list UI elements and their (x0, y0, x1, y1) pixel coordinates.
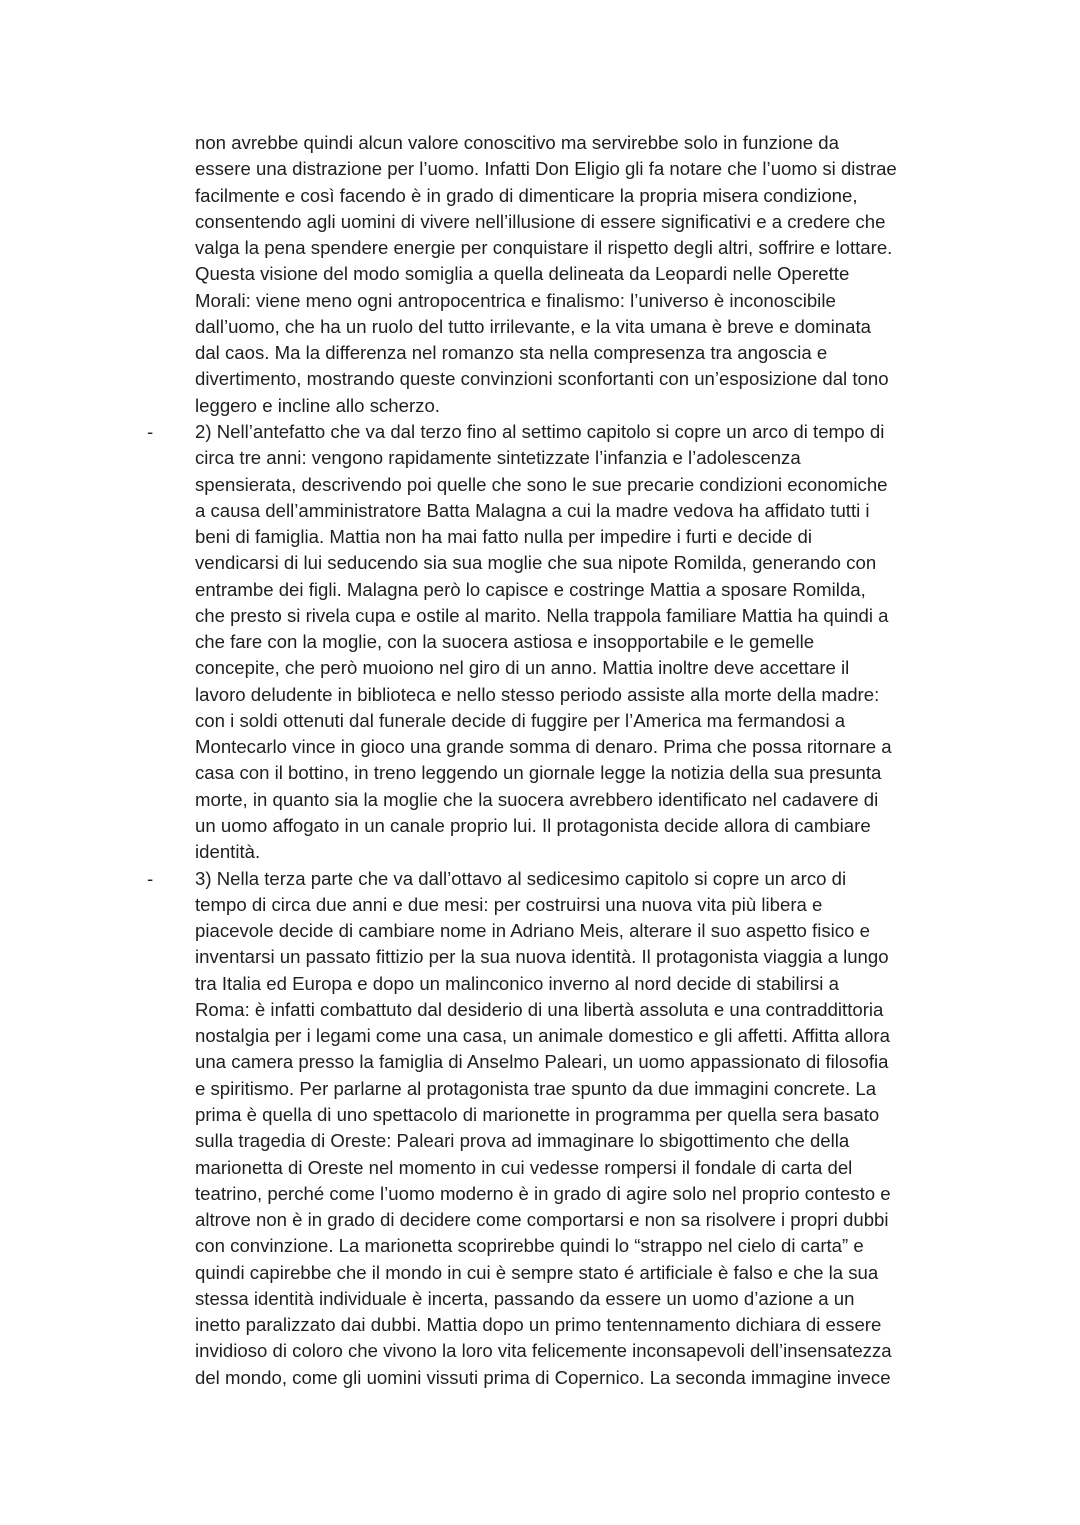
text-line: dal caos. Ma la differenza nel romanzo sta nella compresenza tra angoscia e (195, 342, 828, 364)
text-line: quindi capirebbe che il mondo in cui è sempre stato é artificiale è falso e che la sua (195, 1261, 879, 1283)
text-line: morte, in quanto sia la moglie che la suocera avrebbero identificato nel cadavere di (195, 788, 879, 810)
text-line: che presto si rivela cupa e ostile al marito. Nella trappola familiare Mattia ha quindi a (195, 604, 889, 626)
text-line: altrove non è in grado di decidere come comportarsi e non sa risolvere i propri dubbi (195, 1209, 889, 1231)
text-line: che fare con la moglie, con la suocera astiosa e insopportabile e le gemelle (195, 631, 815, 653)
text-line: piacevole decide di cambiare nome in Adriano Meis, alterare il suo aspetto fisico e (195, 920, 870, 942)
text-line: Questa visione del modo somiglia a quella delineata da Leopardi nelle Operette (195, 263, 850, 285)
text-line: e spiritismo. Per parlarne al protagonista trae spunto da due immagini concrete. La (195, 1077, 877, 1099)
text-line: vendicarsi di lui seducendo sia sua moglie che sua nipote Romilda, generando con (195, 552, 877, 574)
text-line: non avrebbe quindi alcun valore conoscitivo ma servirebbe solo in funzione da (195, 132, 839, 153)
list-bullet: - (147, 867, 154, 889)
text-line: nostalgia per i legami come una casa, un animale domestico e gli affetti. Affitta allora (195, 1025, 890, 1047)
text-line: invidioso di coloro che vivono la loro vita felicemente inconsapevoli dell’insensatezza (195, 1340, 892, 1362)
text-line: a causa dell’amministratore Batta Malagna a cui la madre vedova ha affidato tutti i (195, 499, 870, 521)
text-line: inventarsi un passato fittizio per la sua nuova identità. Il protagonista viaggia a lungo (195, 946, 889, 968)
text-line: valga la pena spendere energie per conquistare il rispetto degli altri, soffrire e lottare. (195, 237, 893, 259)
text-line: 2) Nell’antefatto che va dal terzo fino al settimo capitolo si copre un arco di tempo di (195, 420, 885, 442)
text-line: tra Italia ed Europa e dopo un malinconico inverno al nord decide di stabilirsi a (195, 972, 839, 994)
text-line: inetto paralizzato dai dubbi. Mattia dopo un primo tentennamento dichiara di essere (195, 1314, 882, 1336)
text-line: un uomo affogato in un canale proprio lui. Il protagonista decide allora di cambiare (195, 815, 871, 837)
text-line: marionetta di Oreste nel momento in cui vedesse rompersi il fondale di carta del (195, 1156, 853, 1178)
text-line: con convinzione. La marionetta scoprirebbe quindi lo “strappo nel cielo di carta” e (195, 1235, 864, 1257)
text-line: essere una distrazione per l’uomo. Infatti Don Eligio gli fa notare che l’uomo si distrae (195, 158, 897, 180)
text-line: sulla tragedia di Oreste: Paleari prova ad immaginare lo sbigottimento che della (195, 1130, 850, 1152)
text-line: prima è quella di uno spettacolo di marionette in programma per quella sera basato (195, 1103, 880, 1125)
text-line: Montecarlo vince in gioco una grande somma di denaro. Prima che possa ritornare a (195, 736, 892, 758)
text-line: spensierata, descrivendo poi quelle che sono le sue precarie condizioni economiche (195, 473, 888, 495)
text-line: lavoro deludente in biblioteca e nello stesso periodo assiste alla morte della madre: (195, 683, 880, 705)
text-line: facilmente e così facendo è in grado di dimenticare la propria misera condizione, (195, 184, 858, 206)
list-bullet: - (147, 420, 154, 442)
text-line: leggero e incline allo scherzo. (195, 394, 440, 416)
text-line: identità. (195, 841, 261, 863)
text-line: beni di famiglia. Mattia non ha mai fatto nulla per impedire i furti e decide di (195, 526, 813, 548)
text-line: dall’uomo, che ha un ruolo del tutto irrilevante, e la vita umana è breve e dominata (195, 315, 871, 337)
text-line: entrambe dei figli. Malagna però lo capisce e costringe Mattia a sposare Romilda, (195, 578, 866, 600)
text-line: teatrino, perché come l’uomo moderno è in grado di agire solo nel proprio contesto e (195, 1182, 891, 1204)
text-line: con i soldi ottenuti dal funerale decide di fuggire per l’America ma fermandosi a (195, 709, 846, 731)
text-line: Morali: viene meno ogni antropocentrica e finalismo: l’universo è inconoscibile (195, 289, 836, 311)
text-line: stessa identità individuale è incerta, passando da essere un uomo d’azione a un (195, 1287, 855, 1309)
text-line: divertimento, mostrando queste convinzioni sconfortanti con un’esposizione dal tono (195, 368, 889, 390)
text-line: una camera presso la famiglia di Anselmo Paleari, un uomo appassionato di filosofia (195, 1051, 889, 1073)
text-line: 3) Nella terza parte che va dall’ottavo al sedicesimo capitolo si copre un arco di (195, 867, 847, 889)
text-line: Roma: è infatti combattuto dal desiderio di una libertà assoluta e una contraddittoria (195, 998, 884, 1020)
text-line: del mondo, come gli uomini vissuti prima di Copernico. La seconda immagine invece (195, 1366, 891, 1388)
text-line: consentendo agli uomini di vivere nell’illusione di essere significativi e a credere che (195, 210, 886, 232)
text-line: tempo di circa due anni e due mesi: per costruirsi una nuova vita più libera e (195, 893, 823, 915)
text-line: casa con il bottino, in treno leggendo un giornale legge la notizia della sua presunta (195, 762, 882, 784)
text-line: concepite, che però muoiono nel giro di un anno. Mattia inoltre deve accettare il (195, 657, 850, 679)
text-line: circa tre anni: vengono rapidamente sintetizzate l’infanzia e l’adolescenza (195, 447, 801, 469)
